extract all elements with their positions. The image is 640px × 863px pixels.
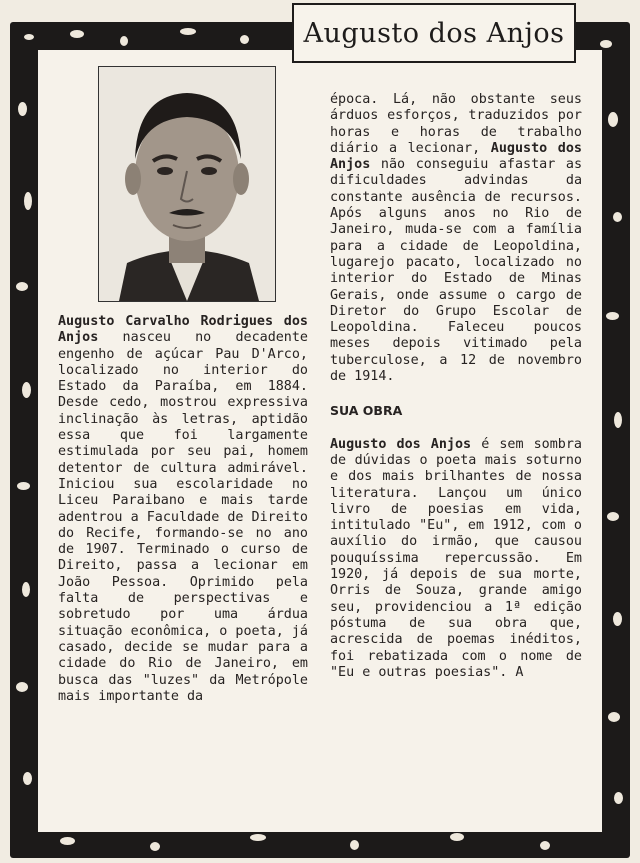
biography-paragraph [58,314,308,705]
section-heading: SUA OBRA [330,403,403,419]
work-paragraph: Augusto dos Anjos é sem sombra de dúvidas o poeta mais soturno e dos mais brilhantes de nossa literatura. Lançou um único livro de poesias em vida, intitulado "Eu", em 1912, com o auxílio do irmão, que causou pouquíssima repercussão. Em 1920, já depois de sua morte, Orris de Souza, grande amigo seu, providenciou a 1ª edição póstuma de sua obra que, acrescida de poemas inéditos, foi rebatizada com o nome de "Eu e outras poesias". A [330,436,582,680]
page-title: Augusto dos Anjos [303,17,565,49]
poet-name-2: Augusto dos Anjos [330,436,472,452]
right-column [330,92,582,808]
left-column [58,314,308,806]
portrait-photo [98,66,276,302]
portrait-illustration [99,67,275,301]
biography-text: nasceu no decadente engenho de açúcar Pau D'Arco, localizado no interior do Estado da Paraíba, em 1884. Desde cedo, mostrou expressiva inclinação às letras, aptidão essa que foi largamente estimulada por seu pai, homem detentor de cultura admirável. Iniciou sua escolaridade no Liceu Paraibano e mais tarde adentrou a Faculdade de Direito do Recife, formando-se no ano de 1907. Terminado o curso de Direito, passa a lecionar em João Pessoa. Oprimido pela falta de perspectivas e sobretudo por uma árdua situação econômica, o poeta, já casado, decide se mudar para a cidade do Rio de Janeiro, em busca das "luzes" da Metrópole mais importante da [58,330,308,704]
title-box [292,3,576,63]
biography-continued: época. Lá, não obstante seus árduos esforços, traduzidos por horas e horas de trabalho diário a lecionar, Augusto dos Anjos não conseguiu afastar as dificuldades advindas da constante ausência de recursos. Após alguns anos no Rio de Janeiro, muda-se com a família para a cidade de Leopoldina, lugarejo pacato, localizado no interior do Estado de Minas Gerais, onde assume o cargo de Diretor do Grupo Escolar de Leopoldina. Faleceu poucos meses depois vitimado pela tuberculose, a 12 de novembro de 1914. [330,92,583,385]
full-name: Augusto Carvalho Rodrigues dos Anjos [58,314,308,346]
poet-name: Augusto dos Anjos [330,140,582,173]
